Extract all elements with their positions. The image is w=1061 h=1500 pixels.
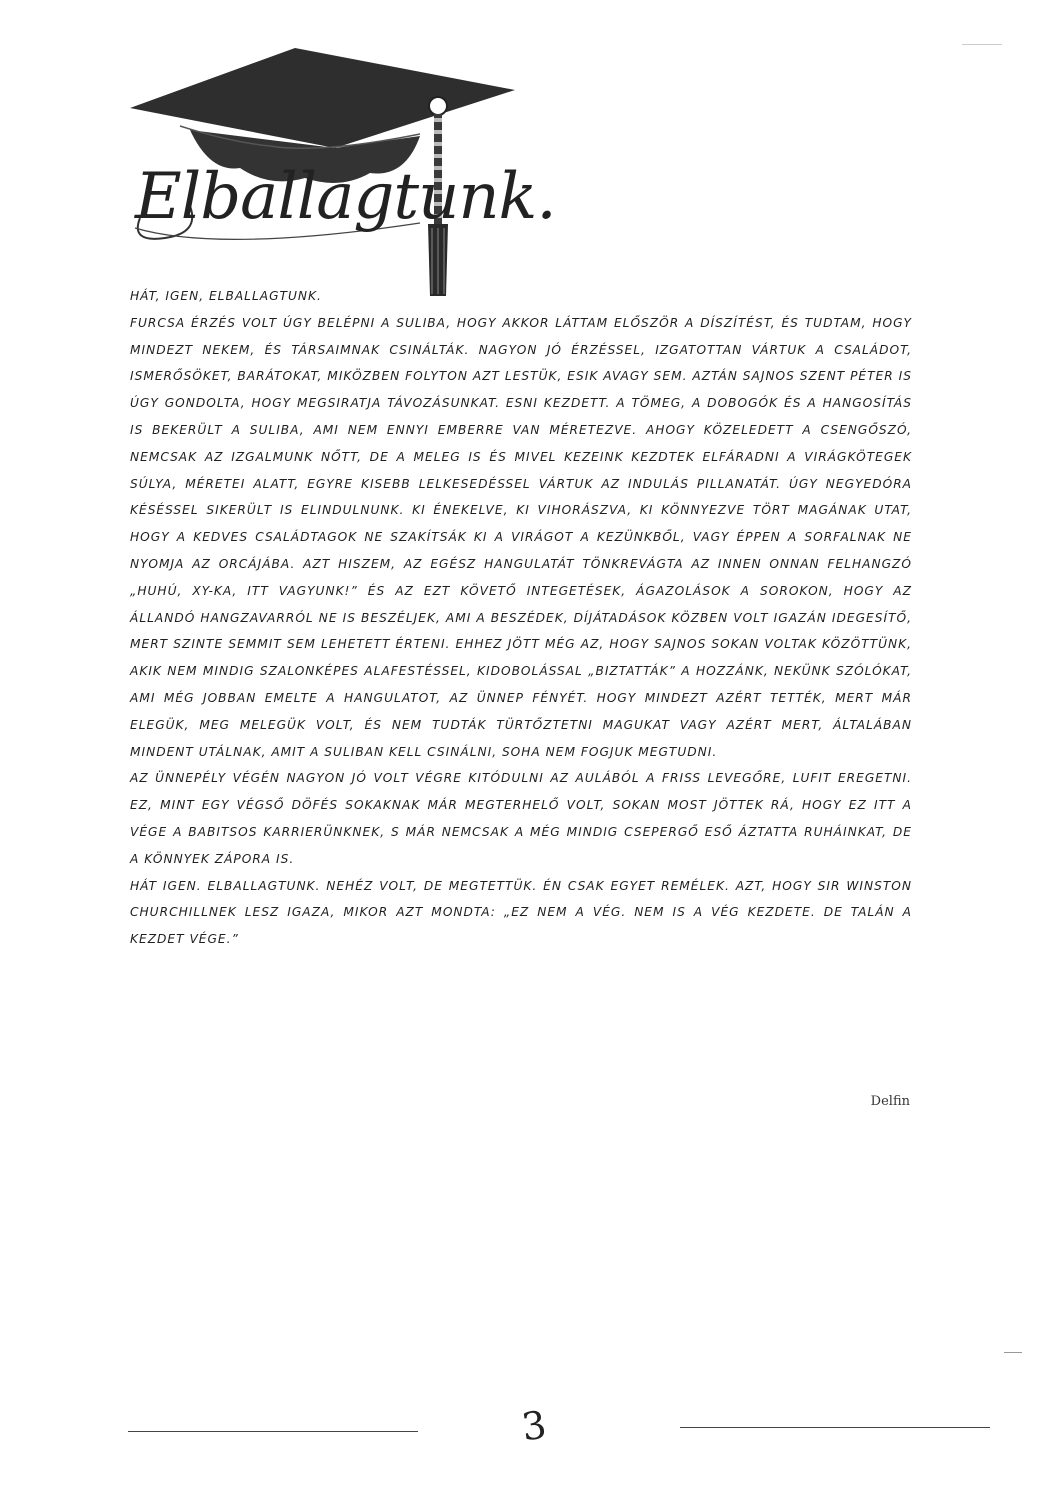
article-paragraph: HÁT IGEN. ELBALLAGTUNK. NEHÉZ VOLT, DE MEGTETTÜK. ÉN CSAK EGYET REMÉLEK. AZT, HOGY SIR WINSTON CHURCHILLNEK LESZ IGAZA, MIKOR AZT MONDTA: „EZ NEM A VÉG. NEM IS A VÉG KEZDETE. DE TALÁN A KEZDET VÉGE.” [130, 878, 912, 947]
article-paragraph: FURCSA ÉRZÉS VOLT ÚGY BELÉPNI A SULIBA, HOGY AKKOR LÁTTAM ELŐSZÖR A DÍSZÍTÉST, ÉS TUDTAM, HOGY MINDEZT NEKEM, ÉS TÁRSAIMNAK CSINÁLTÁK. NAGYON JÓ ÉRZÉSSEL, IZGATOTTAN VÁRTUK A CSALÁDOT, ISMERŐSÖKET, BARÁTOKAT, MIKÖZBEN FOLYTON AZT LESTÜK, ESIK AVAGY SEM. AZTÁN SAJNOS SZENT PÉTER IS ÚGY GONDOLTA, HOGY MEGSIRATJA TÁVOZÁSUNKAT. ESNI KEZDETT. A TÖMEG, A DOBOGÓK ÉS A HANGOSÍTÁS IS BEKERÜLT A SULIBA, AMI NEM ENNYI EMBERRE VAN MÉRETEZVE. AHOGY KÖZELEDETT A CSENGŐSZÓ, NEMCSAK AZ IZGALMUNK NŐTT, DE A MELEG IS ÉS MIVEL KEZEINK KEZDTEK ELFÁRADNI A VIRÁGKÖTEGEK SÚLYA, MÉRETEI ALATT, EGYRE KISEBB LELKESEDÉSSEL VÁRTUK AZ INDULÁS PILLANATÁT. ÚGY NEGYEDÓRA KÉSÉSSEL SIKERÜLT IS ELINDULNUNK. KI ÉNEKELVE, KI VIHORÁSZVA, KI KÖNNYEZVE TÖRT MAGÁNAK UTAT, HOGY A KEDVES CSALÁDTAGOK NE SZAKÍTSÁK KI A VIRÁGOT A KEZÜNKBŐL, VAGY ÉPPEN A SORFALNAK NE NYOMJA AZ ORCÁJÁBA. AZT HISZEM, AZ EGÉSZ HANGULATÁT TÖNKREVÁGTA AZ INNEN ONNAN FELHANGZÓ „HUHÚ, XY-KA, ITT VAGYUNK!” ÉS AZ EZT KÖVETŐ INTEGETÉSEK, ÁGAZOLÁSOK A SOROKON, HOGY AZ ÁLLANDÓ HANGZAVARRÓL NE IS BESZÉLJEK, AMI A BESZÉDEK, DÍJÁTADÁSOK KÖZBEN VOLT IGAZÁN IDEGESÍTŐ, MERT SZINTE SEMMIT SEM LEHETETT ÉRTENI. EHHEZ JÖTT MÉG AZ, HOGY SAJNOS SOKAN VOLTAK KÖZÖTTÜNK, AKIK NEM MINDIG SZALONKÉPES ALAFESTÉSSEL, KIDOBOLÁSSAL „BIZTATTÁK” A HOZZÁNK, NEKÜNK SZÓLÓKAT, AMI MÉG JOBBAN EMELTE A HANGULATOT, AZ ÜNNEP FÉNYÉT. HOGY MINDEZT AZÉRT TETTÉK, MERT MÁR ELEGÜK, MEG MELEGÜK VOLT, ÉS NEM TUDTÁK TÜRTŐZTETNI MAGUKAT VAGY AZÉRT MERT, ÁLTALÁBAN MINDENT UTÁLNAK, AMIT A SULIBAN KELL CSINÁLNI, SOHA NEM FOGJUK MEGTUDNI. [130, 315, 912, 759]
scan-speck [1004, 1352, 1022, 1353]
page-title: Elballagtunk. [135, 160, 556, 234]
article-paragraph: HÁT, IGEN, ELBALLAGTUNK. [130, 289, 322, 303]
footer-rule-left [128, 1431, 418, 1432]
article-paragraph: AZ ÜNNEPÉLY VÉGÉN NAGYON JÓ VOLT VÉGRE KITÓDULNI AZ AULÁBÓL A FRISS LEVEGŐRE, LUFIT EREGETNI. EZ, MINT EGY VÉGSŐ DÖFÉS SOKAKNAK MÁR MEGTERHELŐ VOLT, SOKAN MOST JÖTTEK RÁ, HOGY EZ ITT A VÉGE A BABITSOS KARRIERÜNKNEK, S MÁR NEMCSAK A MÉG MINDIG CSEPERGŐ ESŐ ÁZTATTA RUHÁINKAT, DE A KÖNNYEK ZÁPORA IS. [130, 771, 912, 866]
footer-rule-right [680, 1427, 990, 1428]
author-signature: Delfin [870, 1094, 910, 1109]
article-body [130, 283, 912, 953]
scan-speck [962, 44, 1002, 45]
page-number: 3 [519, 1402, 550, 1450]
